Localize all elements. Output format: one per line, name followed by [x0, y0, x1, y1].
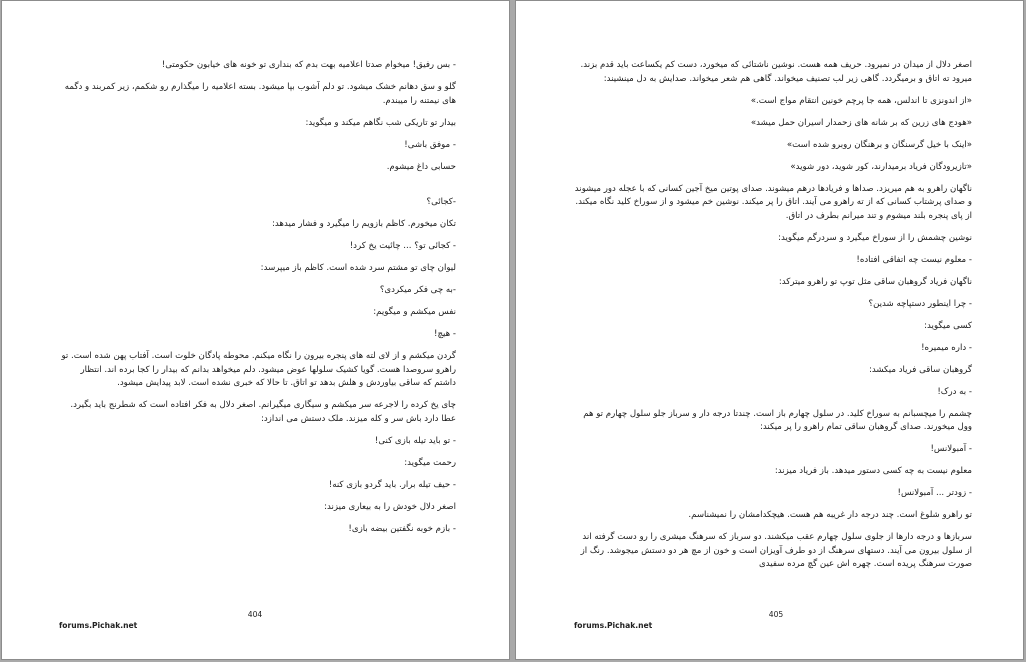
paragraph: گروهبان ساقی فریاد میکشد:: [868, 364, 972, 375]
footer-site-label: forums.Pichak.net: [59, 621, 138, 630]
paragraph: - حیف تیله برار. باید گردو بازی کنه!: [328, 479, 456, 490]
paragraph: - به درک!: [937, 386, 972, 397]
paragraph: چشمم را میچسبانم به سوراخ کلید. در سلول چهارم باز است. چندتا درجه دار و سرباز جلو سلول چهارم تو هم وول میخورند. صدای گروهبان ساقی تمام راهرو را پر میکند:: [583, 408, 972, 433]
page-number: 405: [768, 610, 784, 619]
paragraph: - معلوم نیست چه اتفاقی افتاده!: [856, 254, 972, 265]
paragraph: تکان میخورم. کاظم بازویم را میگیرد و فشار میدهد:: [272, 219, 456, 230]
paragraph: - تو باید تیله بازی کنی!: [374, 435, 456, 446]
paragraph: -کجائی؟: [426, 197, 456, 208]
paragraph: «از اندونزی تا اندلس، همه جا پرچم خونین انتقام مواج است.»: [750, 95, 972, 106]
paragraph: - موفق باشی!: [404, 139, 456, 150]
paragraph: حسابی داغ میشوم.: [386, 161, 456, 172]
paragraph: سربازها و درجه دارها از جلوی سلول چهارم عقب میکشند. دو سرباز که سرهنگ میشری را رو دست گرفته اند از سلول بیرون می آیند. دستهای سرهنگ از دو طرف آویزان است و خون از مچ هر دو دستش میجوشد. رنگ از صورت سرهنگ پریده است. چهره اش عین گچ مرده سفیدی: [580, 532, 972, 570]
paragraph: معلوم نیست به چه کسی دستور میدهد. باز فریاد میزند:: [774, 466, 972, 477]
paragraph: ناگهان راهرو به هم میریزد. صداها و فریادها درهم میشوند. صدای پوتین میخ آجین کسانی که با عجله دور میشوند و صدای پرشتاب کسانی که از ته راهرو می آیند. اتاق را پر میکند. نوشین خم میشود و از سوراخ کلید نگاه میکند. از پای پنجره بلند میشوم و تند میرانم بطرف در اتاق.: [574, 183, 972, 221]
paragraph: گلو و سق دهانم خشک میشود. تو دلم آشوب بپا میشود. بسته اعلامیه را میگذارم رو شکمم، زیر کمربند و دگمه های نیمتنه را میبندم.: [64, 81, 456, 106]
paragraph: گردن میکشم و از لای لته های پنجره بیرون را نگاه میکنم. محوطه پادگان خلوت است. آفتاب پهن شده است. تو راهرو سروصدا هست. گویا کشیک سلولها عوض میشود. دلم میخواهد بدانم که بیدار را کجا برده اند. انتظار داشتم که ساقی بیاوردش و هلش بدهد تو اتاق. تا حالا که خبری نشده است. لابد پیدایش میشود.: [61, 351, 456, 389]
paragraph: «تازیرودگان فریاد برمیدارند، کور شوید، دور شوید»: [790, 161, 972, 172]
page-body-text: [58, 59, 456, 545]
paragraph: لیوان چای تو مشتم سرد شده است. کاظم باز میپرسد:: [260, 263, 456, 274]
paragraph: تو راهرو شلوغ است. چند درجه دار غریبه هم هست. هیچکدامشان را نمیشناسم.: [688, 510, 972, 521]
paragraph: نفس میکشم و میگویم:: [373, 307, 456, 318]
paragraph: - بس رفیق! میخوام صدتا اعلامیه بهت بدم که بنداری تو خونه های خیابون حکومتی!: [161, 60, 456, 70]
paragraph: اصغر دلال خودش را به بیعاری میزند:: [324, 501, 456, 512]
paragraph: - هیچ!: [434, 329, 456, 340]
paragraph: بیدار تو تاریکی شب نگاهم میکند و میگوید:: [305, 117, 456, 128]
paragraph: ناگهان فریاد گروهبان ساقی مثل توپ تو راهرو میترکد:: [778, 276, 972, 287]
document-page-left: [1, 0, 510, 660]
paragraph: نوشین چشمش را از سوراخ میگیرد و سردرگم میگوید:: [778, 232, 972, 243]
paragraph: «اینک با خیل گرسنگان و برهنگان روبرو شده است»: [786, 139, 972, 150]
page-body-text: [574, 59, 972, 580]
paragraph: - کجائی تو؟ ... چائیت یخ کرد!: [349, 241, 456, 252]
paragraph: - داره میمیره!: [921, 342, 972, 353]
paragraph: - چرا اینطور دستپاچه شدین؟: [868, 298, 972, 309]
paragraph: چای یخ کرده را لاجرعه سر میکشم و سیگاری میگیرانم. اصغر دلال به فکر افتاده است که شطرنج باید بگیرد. عطا دارد باش سر و کله میزند. ملک دستش می اندازد:: [70, 400, 456, 424]
paragraph: کسی میگوید:: [924, 320, 972, 331]
paragraph: -به چی فکر میکردی؟: [379, 285, 456, 296]
paragraph: - زودتر ... آمبولانس!: [897, 488, 972, 499]
paragraph: - آمبولانس!: [930, 444, 972, 455]
page-number: 404: [247, 610, 263, 619]
footer-site-label: forums.Pichak.net: [574, 621, 653, 630]
document-page-right: [515, 0, 1024, 660]
paragraph: اصغر دلال از میدان در نمیرود. حریف همه هست. نوشین ناشتائی که میخورد، دست کم یکساعت باید قدم بزند. میرود ته اتاق و برمیگردد. گاهی زیر لب تصنیف میخواند. گاهی هم شعر میخواند. صدایش به دل مینشیند:: [580, 60, 972, 84]
paragraph: - بازم خوبه نگفتین بیضه بازی!: [348, 523, 456, 534]
paragraph: رحمت میگوید:: [404, 457, 456, 468]
paragraph: «هودج های زرین که بر شانه های زحمدار اسیران حمل میشد»: [750, 117, 972, 128]
